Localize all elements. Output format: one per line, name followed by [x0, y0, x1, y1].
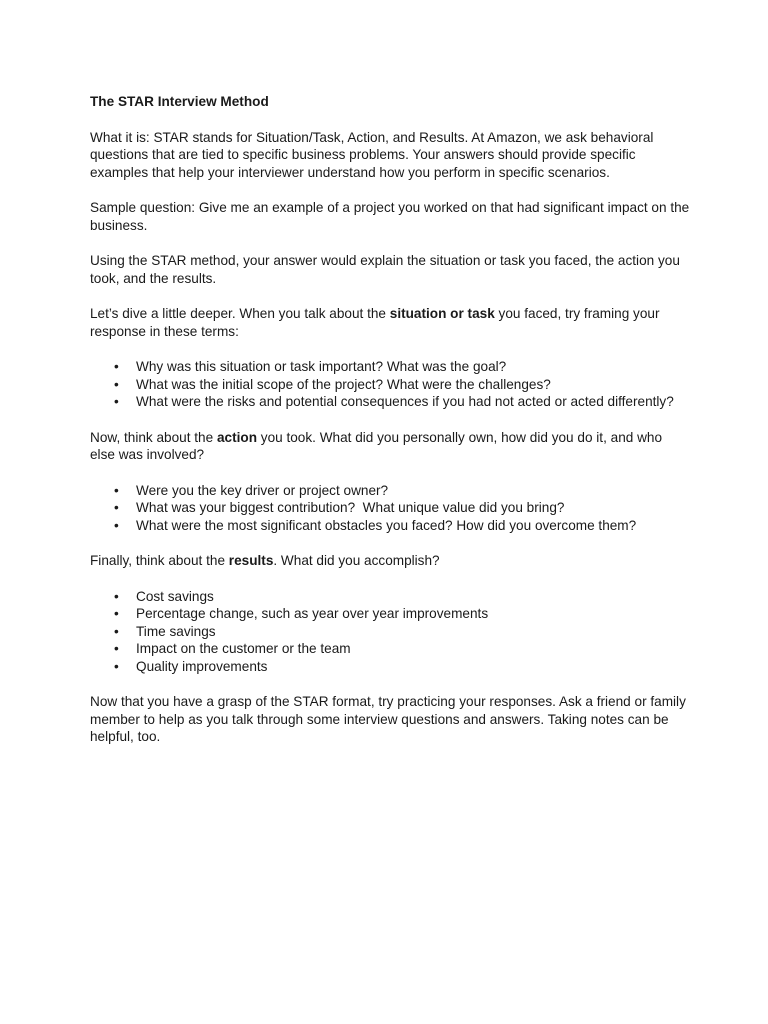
bullet-icon: •	[114, 517, 119, 533]
list-item-text: What were the risks and potential consequences if you had not acted or acted differently?	[136, 394, 674, 409]
list-item-text: What were the most significant obstacles you faced? How did you overcome them?	[136, 517, 637, 533]
list-item	[90, 623, 690, 641]
list-item-text: Percentage change, such as year over year improvements	[136, 606, 489, 621]
results-bullet-list	[90, 588, 690, 676]
paragraph-closing: Now that you have a grasp of the STAR format, try practicing your responses. Ask a friend or family member to help as you talk through some interview questions and answers. Taking notes can be helpful, too.	[90, 694, 686, 744]
situation-text-post: you faced, try framing your response in these terms:	[90, 306, 660, 339]
list-item	[90, 640, 690, 658]
list-item	[90, 393, 690, 411]
bullet-icon: •	[114, 394, 119, 409]
list-item	[90, 499, 690, 517]
bullet-icon: •	[114, 623, 119, 639]
paragraph-sample-question: Sample question: Give me an example of a project you worked on that had significant impact on the business.	[90, 200, 690, 233]
situation-text-bold: situation or task	[389, 306, 495, 321]
action-text-pre: Now, think about the	[90, 429, 217, 445]
list-item-text: Were you the key driver or project owner?	[136, 482, 389, 498]
list-item-text: Time savings	[136, 623, 216, 639]
bullet-icon: •	[114, 641, 119, 656]
bullet-icon: •	[114, 606, 119, 621]
document-page	[90, 93, 690, 764]
bullet-icon: •	[114, 359, 119, 374]
list-item	[90, 358, 690, 376]
action-text-bold: action	[216, 429, 257, 445]
situation-text-pre: Let’s dive a little deeper. When you talk about the	[90, 306, 390, 321]
list-item	[90, 517, 690, 535]
list-item	[90, 658, 690, 676]
list-item-text: Quality improvements	[136, 658, 268, 674]
bullet-icon: •	[114, 482, 119, 498]
list-item	[90, 376, 690, 394]
paragraph-results	[90, 552, 690, 570]
bullet-icon: •	[114, 588, 119, 604]
paragraph-using-star: Using the STAR method, your answer would explain the situation or task you faced, the action you took, and the results.	[90, 253, 680, 286]
action-bullet-list	[90, 482, 690, 535]
paragraph-action	[90, 429, 690, 464]
list-item-text: What was the initial scope of the project? What were the challenges?	[136, 376, 551, 392]
list-item-text: What was your biggest contribution? What unique value did you bring?	[136, 500, 565, 515]
bullet-icon: •	[114, 658, 119, 674]
results-text-post: . What did you accomplish?	[273, 553, 440, 568]
list-item	[90, 482, 690, 500]
paragraph-situation	[90, 305, 690, 340]
list-item	[90, 588, 690, 606]
paragraph-what-it-is: What it is: STAR stands for Situation/Task, Action, and Results. At Amazon, we ask behavioral questions that are tied to specific business problems. Your answers should provide specific examples that help your interviewer understand how you perform in specific scenarios.	[90, 129, 654, 180]
results-text-pre: Finally, think about the	[90, 553, 229, 568]
list-item-text: Impact on the customer or the team	[136, 641, 351, 656]
action-text-post: you took. What did you personally own, how did you do it, and who else was involved?	[90, 429, 663, 462]
results-text-bold: results	[228, 553, 274, 568]
document-title: The STAR Interview Method	[90, 94, 269, 109]
bullet-icon: •	[114, 500, 119, 515]
list-item-text: Why was this situation or task important? What was the goal?	[136, 359, 507, 374]
list-item-text: Cost savings	[136, 588, 214, 604]
list-item	[90, 605, 690, 623]
situation-bullet-list	[90, 358, 690, 411]
bullet-icon: •	[114, 376, 119, 392]
